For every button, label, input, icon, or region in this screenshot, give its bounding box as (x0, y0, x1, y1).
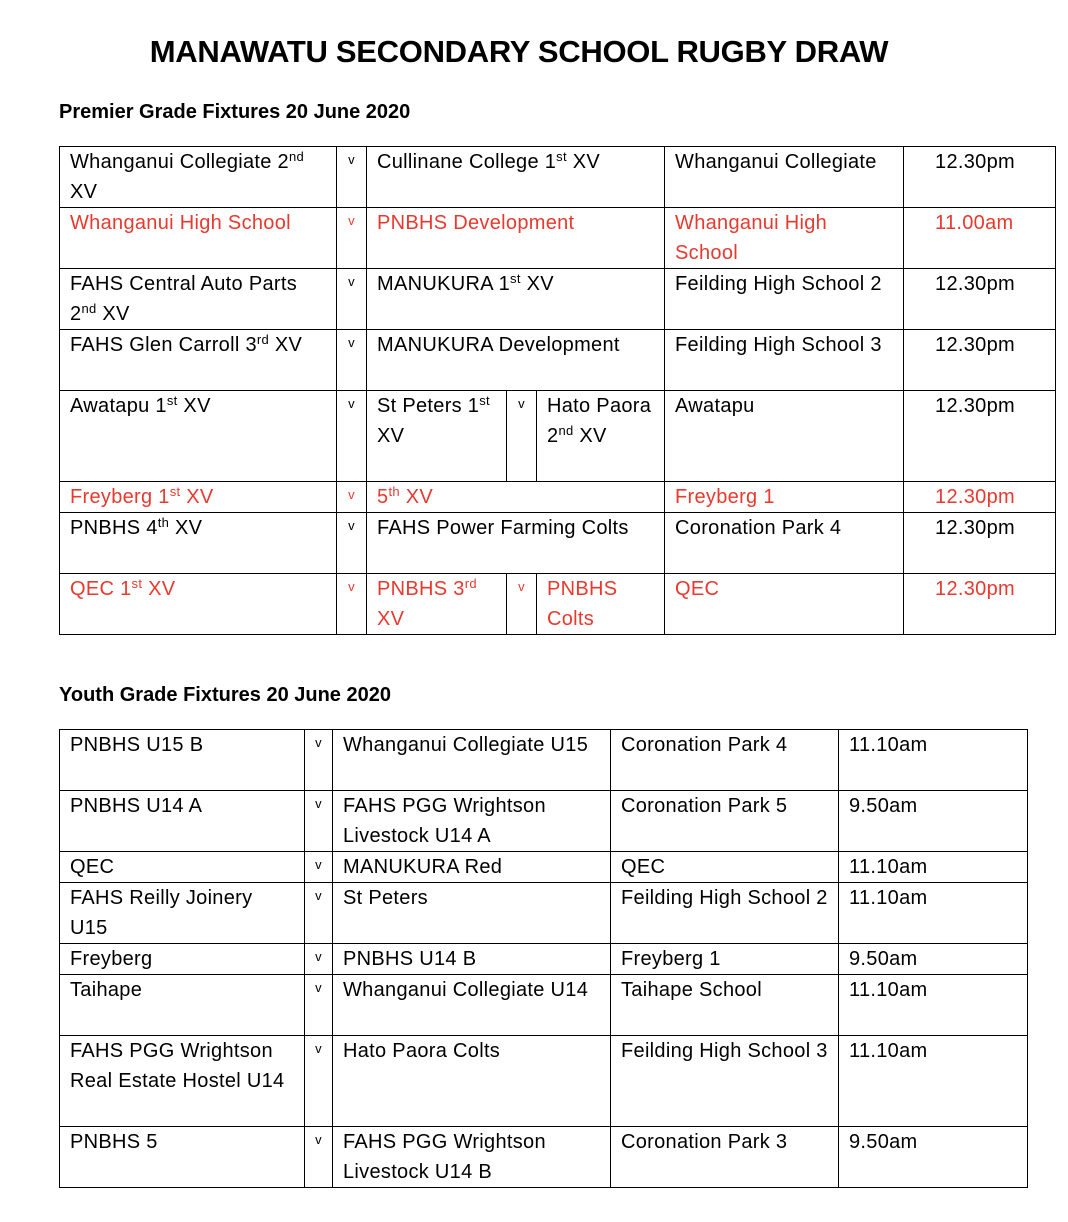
away-team-cell: FAHS PGG Wrightson Livestock U14 B (333, 1127, 611, 1188)
away-team-cell: FAHS PGG Wrightson Livestock U14 A (333, 791, 611, 852)
venue-cell: QEC (665, 574, 904, 635)
table-row (60, 730, 1028, 791)
versus-cell: v (337, 330, 367, 391)
kickoff-time-cell: 11.10am (839, 852, 1028, 883)
away-team-cell: Whanganui Collegiate U15 (333, 730, 611, 791)
home-team-cell: Awatapu 1st XV (60, 391, 337, 482)
away-team-cell: MANUKURA Development (367, 330, 665, 391)
table-row (60, 883, 1028, 944)
versus-cell: v (305, 730, 333, 791)
kickoff-time-cell: 12.30pm (904, 391, 1056, 482)
versus-cell: v (337, 513, 367, 574)
kickoff-time-cell: 11.10am (839, 975, 1028, 1036)
premier-grade-heading: Premier Grade Fixtures 20 June 2020 (59, 101, 411, 123)
kickoff-time-cell: 12.30pm (904, 513, 1056, 574)
away-team-cell: Hato Paora 2nd XV (537, 391, 665, 482)
kickoff-time-cell: 11.00am (904, 208, 1056, 269)
home-team-cell: PNBHS 5 (60, 1127, 305, 1188)
venue-cell: Coronation Park 5 (611, 791, 839, 852)
kickoff-time-cell: 12.30pm (904, 574, 1056, 635)
versus-cell: v (305, 883, 333, 944)
versus-cell: v (305, 1127, 333, 1188)
versus-cell: v (305, 975, 333, 1036)
away-team-cell: Whanganui Collegiate U14 (333, 975, 611, 1036)
kickoff-time-cell: 11.10am (839, 730, 1028, 791)
away-team-cell: MANUKURA 1st XV (367, 269, 665, 330)
home-team-cell: Taihape (60, 975, 305, 1036)
kickoff-time-cell: 12.30pm (904, 330, 1056, 391)
venue-cell: Freyberg 1 (665, 482, 904, 513)
table-row (60, 1036, 1028, 1127)
home-team-cell: QEC 1st XV (60, 574, 337, 635)
table-row (60, 791, 1028, 852)
away-team-cell: St Peters (333, 883, 611, 944)
youth-grade-heading: Youth Grade Fixtures 20 June 2020 (59, 684, 391, 706)
table-row (60, 852, 1028, 883)
home-team-cell: PNBHS U15 B (60, 730, 305, 791)
venue-cell: Feilding High School 2 (611, 883, 839, 944)
table-row (60, 944, 1028, 975)
kickoff-time-cell: 11.10am (839, 883, 1028, 944)
away-team-cell: PNBHS U14 B (333, 944, 611, 975)
home-team-cell: Freyberg (60, 944, 305, 975)
away-team-cell: Hato Paora Colts (333, 1036, 611, 1127)
table-row (60, 482, 1056, 513)
premier-fixtures-table (59, 146, 1056, 635)
away-team-cell: MANUKURA Red (333, 852, 611, 883)
versus-cell: v (507, 391, 537, 482)
away-team-cell: 5th XV (367, 482, 665, 513)
venue-cell: Coronation Park 3 (611, 1127, 839, 1188)
table-row (60, 330, 1056, 391)
venue-cell: Whanganui Collegiate (665, 147, 904, 208)
home-team-cell: Whanganui Collegiate 2nd XV (60, 147, 337, 208)
away-team-cell: PNBHS Development (367, 208, 665, 269)
kickoff-time-cell: 12.30pm (904, 269, 1056, 330)
venue-cell: Feilding High School 2 (665, 269, 904, 330)
versus-cell: v (305, 791, 333, 852)
versus-cell: v (337, 269, 367, 330)
versus-cell: v (305, 1036, 333, 1127)
home-team-cell: FAHS PGG Wrightson Real Estate Hostel U14 (60, 1036, 305, 1127)
table-row (60, 574, 1056, 635)
home-team-cell: FAHS Central Auto Parts 2nd XV (60, 269, 337, 330)
home-team-cell: Freyberg 1st XV (60, 482, 337, 513)
venue-cell: Feilding High School 3 (665, 330, 904, 391)
versus-cell: v (337, 208, 367, 269)
home-team-cell: PNBHS U14 A (60, 791, 305, 852)
away-team-cell: PNBHS 3rd XV (367, 574, 507, 635)
versus-cell: v (507, 574, 537, 635)
versus-cell: v (305, 944, 333, 975)
kickoff-time-cell: 12.30pm (904, 482, 1056, 513)
away-team-cell: Cullinane College 1st XV (367, 147, 665, 208)
versus-cell: v (337, 574, 367, 635)
venue-cell: Coronation Park 4 (665, 513, 904, 574)
kickoff-time-cell: 11.10am (839, 1036, 1028, 1127)
venue-cell: Awatapu (665, 391, 904, 482)
away-team-cell: St Peters 1st XV (367, 391, 507, 482)
venue-cell: QEC (611, 852, 839, 883)
table-row (60, 1127, 1028, 1188)
venue-cell: Whanganui High School (665, 208, 904, 269)
venue-cell: Feilding High School 3 (611, 1036, 839, 1127)
venue-cell: Freyberg 1 (611, 944, 839, 975)
versus-cell: v (337, 147, 367, 208)
document-title: MANAWATU SECONDARY SCHOOL RUGBY DRAW (149, 34, 889, 69)
kickoff-time-cell: 12.30pm (904, 147, 1056, 208)
table-row (60, 269, 1056, 330)
kickoff-time-cell: 9.50am (839, 944, 1028, 975)
versus-cell: v (337, 482, 367, 513)
home-team-cell: FAHS Glen Carroll 3rd XV (60, 330, 337, 391)
home-team-cell: Whanganui High School (60, 208, 337, 269)
table-row (60, 147, 1056, 208)
table-row (60, 208, 1056, 269)
table-row (60, 513, 1056, 574)
away-team-cell: PNBHS Colts (537, 574, 665, 635)
venue-cell: Coronation Park 4 (611, 730, 839, 791)
away-team-cell: FAHS Power Farming Colts (367, 513, 665, 574)
youth-fixtures-table (59, 729, 1028, 1188)
table-row (60, 391, 1056, 482)
home-team-cell: QEC (60, 852, 305, 883)
table-row (60, 975, 1028, 1036)
venue-cell: Taihape School (611, 975, 839, 1036)
kickoff-time-cell: 9.50am (839, 1127, 1028, 1188)
kickoff-time-cell: 9.50am (839, 791, 1028, 852)
home-team-cell: FAHS Reilly Joinery U15 (60, 883, 305, 944)
versus-cell: v (305, 852, 333, 883)
versus-cell: v (337, 391, 367, 482)
home-team-cell: PNBHS 4th XV (60, 513, 337, 574)
